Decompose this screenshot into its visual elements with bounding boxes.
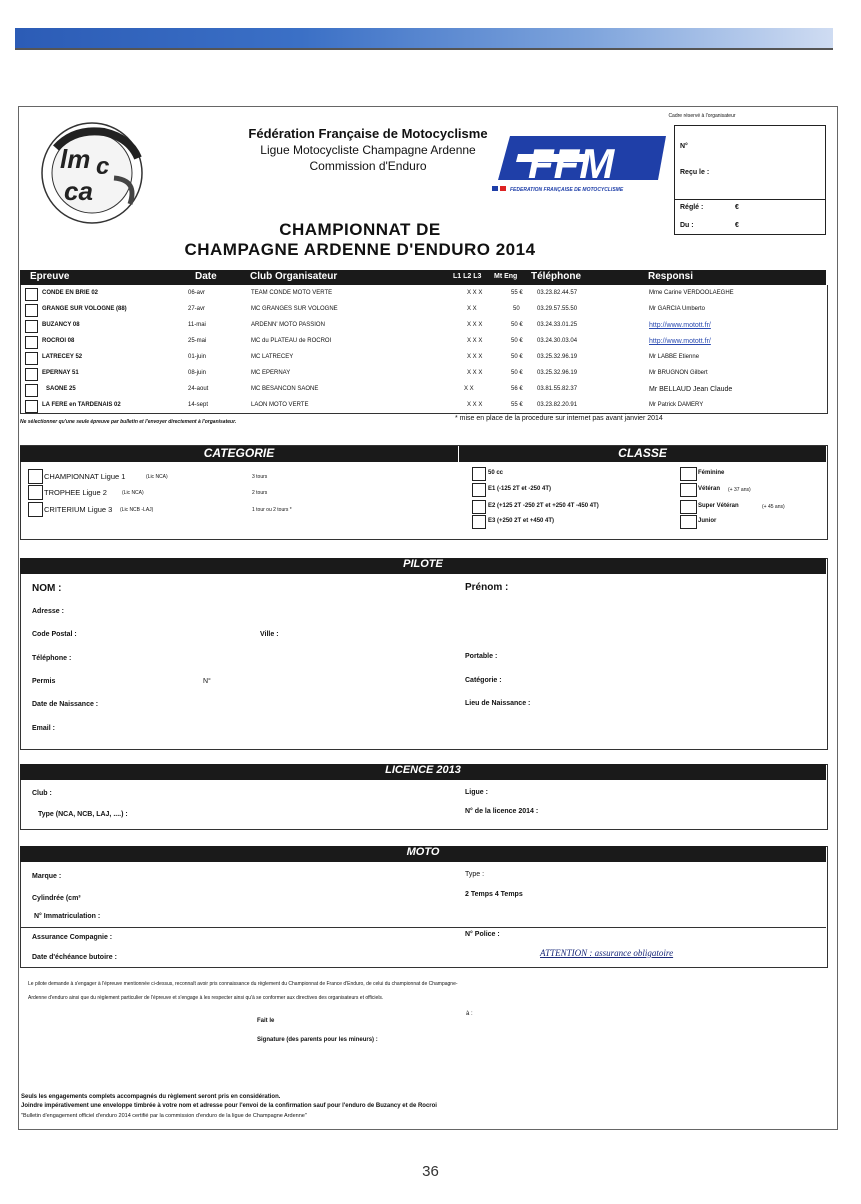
event-checkbox[interactable]: [25, 384, 38, 397]
ffm-logo-text: FFM: [528, 140, 615, 187]
code-postal-field[interactable]: Code Postal :: [32, 631, 77, 638]
event-fee: 50 €: [511, 322, 523, 328]
table-row: [21, 384, 827, 396]
top-rule: [15, 48, 833, 50]
event-club: MC BESANCON SAONE: [251, 386, 319, 392]
event-fee: 55 €: [511, 290, 523, 296]
event-club: MC EPERNAY: [251, 370, 291, 376]
age-label-super-veteran: Super Vétéran: [698, 503, 739, 509]
event-contact-link[interactable]: http://www.motott.fr/: [649, 338, 711, 345]
event-name: LA FERE en TARDENAIS 02: [42, 402, 121, 408]
event-name: CONDE EN BRIE 02: [42, 290, 99, 296]
date-signature-field[interactable]: Fait le: [257, 1018, 275, 1024]
echeance-field[interactable]: Date d'échéance butoire :: [32, 954, 117, 961]
permis-field[interactable]: Permis: [32, 678, 56, 685]
event-date: 25-mai: [188, 338, 207, 344]
title-line-2: CHAMPAGNE ARDENNE D'ENDURO 2014: [184, 240, 536, 259]
page-number: 36: [422, 1163, 439, 1180]
table-row: [21, 352, 827, 364]
ffm-logo: [490, 128, 670, 198]
temps-options[interactable]: 2 Temps 4 Temps: [465, 891, 523, 898]
event-fee: 50: [513, 306, 520, 312]
svg-text:ca: ca: [64, 176, 93, 206]
age-checkbox-feminine[interactable]: [680, 467, 697, 481]
event-levels: X X: [467, 306, 477, 312]
event-date: 14-sept: [188, 402, 209, 408]
classe-label-e1: E1 (-125 2T et -250 4T): [488, 486, 552, 492]
event-fee: 50 €: [511, 370, 523, 376]
categorie-lic-1: (Lic NCA): [146, 474, 168, 480]
categorie-checkbox-2[interactable]: [28, 485, 43, 500]
event-checkbox[interactable]: [25, 352, 38, 365]
event-fee: 50 €: [511, 338, 523, 344]
categorie-lic-2: (Lic NCA): [122, 490, 144, 496]
categorie-field[interactable]: Catégorie :: [465, 677, 502, 684]
cylindree-field[interactable]: Cylindrée (cm³: [32, 895, 81, 902]
event-name: GRANGE SUR VOLOGNE (88): [42, 306, 127, 312]
event-phone: 03.23.82.44.57: [537, 290, 578, 296]
classe-header: CLASSE: [459, 446, 826, 462]
event-club: MC LATRECEY: [251, 354, 294, 360]
age-checkbox-junior[interactable]: [680, 515, 697, 529]
event-checkbox[interactable]: [25, 288, 38, 301]
pilote-header: PILOTE: [20, 558, 826, 574]
age-checkbox-veteran[interactable]: [680, 483, 697, 497]
classe-checkbox-e1[interactable]: [472, 483, 486, 497]
footer-note-3: "Bulletin d'engagement officiel d'enduro 2014 certifié par la commission d'enduro de la ligue de Champagne Ardenne": [21, 1113, 307, 1119]
categorie-label-3: CRITERIUM Ligue 3: [44, 505, 113, 514]
age-checkbox-super-veteran[interactable]: [680, 500, 697, 514]
police-field[interactable]: N° Police :: [465, 931, 500, 938]
footer-note-1: Seuls les engagements complets accompagnés du règlement seront pris en considération.: [21, 1094, 281, 1100]
event-date: 06-avr: [188, 290, 206, 296]
pilote-section: [20, 558, 828, 750]
events-table-header: [20, 270, 826, 285]
event-name: ROCROI 08: [42, 338, 75, 344]
categorie-lic-3: (Lic NCB -LAJ): [120, 507, 154, 513]
event-levels: X X X: [467, 370, 483, 376]
categorie-label-1: CHAMPIONNAT Ligue 1: [44, 472, 126, 481]
categorie-checkbox-1[interactable]: [28, 469, 43, 484]
event-date: 11-mai: [188, 322, 206, 328]
moto-divider: [20, 927, 826, 928]
table-row: [21, 320, 827, 332]
event-club: MC GRANGES SUR VOLOGNE: [251, 306, 338, 312]
lieu-signature-field[interactable]: à :: [466, 1011, 473, 1017]
declaration-line-2: Ardenne d'enduro ainsi que du règlement particulier de l'épreuve et s'engage à les respecter ainsi qu'à se conformer aux directives des organisateurs et officiels.: [28, 995, 384, 1001]
table-row: [21, 336, 827, 348]
adresse-field[interactable]: Adresse :: [32, 608, 64, 615]
event-contact: Mr LABBE Etienne: [649, 354, 700, 360]
svg-text:lm: lm: [60, 144, 91, 174]
email-field[interactable]: Email :: [32, 725, 55, 732]
type-moto-field[interactable]: Type :: [465, 871, 485, 878]
categorie-checkbox-3[interactable]: [28, 502, 43, 517]
event-club: TEAM CONDE MOTO VERTE: [251, 290, 333, 296]
ligue-name: Ligue Motocycliste Champagne Ardenne: [260, 143, 476, 157]
events-note: Ne sélectionner qu'une seule épreuve par bulletin et l'envoyer directement à l'organisateur.: [20, 419, 237, 425]
event-club: MC du PLATEAU de ROCROI: [251, 338, 332, 344]
col-tel: Téléphone: [531, 271, 582, 282]
marque-field[interactable]: Marque :: [32, 873, 62, 880]
event-levels: X X X: [467, 354, 483, 360]
table-row: [21, 304, 827, 316]
type-licence-field[interactable]: Type (NCA, NCB, LAJ, ....) :: [38, 811, 128, 818]
event-date: 24-aout: [188, 386, 209, 392]
table-row: [21, 400, 827, 412]
cadre-du: Du :: [680, 222, 694, 229]
event-checkbox[interactable]: [25, 320, 38, 333]
cadre-caption: Cadre réservé à l'organisateur: [668, 113, 736, 119]
ffm-logo-subtitle: FEDERATION FRANÇAISE DE MOTOCYCLISME: [510, 187, 624, 193]
categorie-label-2: TROPHEE Ligue 2: [44, 488, 107, 497]
event-levels: X X: [464, 386, 474, 392]
event-checkbox[interactable]: [25, 304, 38, 317]
cadre-euro-1: €: [735, 204, 739, 211]
col-levels: L1 L2 L3: [453, 273, 482, 280]
event-name: SAONE 25: [46, 386, 76, 392]
classe-checkbox-e3[interactable]: [472, 515, 486, 529]
table-row: [21, 288, 827, 300]
top-banner: [15, 28, 833, 48]
federation-header: [218, 126, 518, 174]
classe-label-e2: E2 (+125 2T -250 2T et +250 4T -450 4T): [488, 503, 599, 509]
age-label-veteran: Vétéran: [698, 486, 721, 492]
telephone-field[interactable]: Téléphone :: [32, 655, 72, 662]
col-resp: Responsi: [648, 271, 694, 282]
event-date: 08-juin: [188, 370, 207, 376]
age-label-junior: Junior: [698, 518, 717, 524]
licence-header: LICENCE 2013: [20, 764, 826, 780]
event-phone: 03.24.33.01.25: [537, 322, 578, 328]
table-row: [21, 368, 827, 380]
events-table-body: [20, 285, 828, 414]
classe-checkbox-e2[interactable]: [472, 500, 486, 514]
title-line-1: CHAMPIONNAT DE: [279, 220, 441, 239]
categorie-tours-1: 3 tours: [252, 474, 268, 480]
footer-note-2: Joindre impérativement une enveloppe timbrée à votre nom et adresse pour l'envoi de la confirmation sauf pour l'enduro de Buzancy et de Rocroi: [21, 1103, 437, 1109]
event-club: ARDENN' MOTO PASSION: [251, 322, 325, 328]
prenom-field[interactable]: Prénom :: [465, 582, 509, 593]
cadre-recu: Reçu le :: [680, 169, 710, 176]
event-levels: X X X: [467, 338, 483, 344]
ligue-field[interactable]: Ligue :: [465, 789, 488, 796]
declaration-line-1: Le pilote demande à s'engager à l'épreuve mentionnée ci-dessus, reconnaît avoir pris connaissance du règlement du Championnat de France d'Enduro, de celui du championnat de Champagne-: [28, 981, 458, 987]
age-label-feminine: Féminine: [698, 470, 725, 476]
immatriculation-field[interactable]: N° Immatriculation :: [34, 913, 101, 920]
event-levels: X X X: [467, 402, 483, 408]
moto-header: MOTO: [20, 846, 826, 862]
lmcca-logo: [34, 118, 150, 228]
categorie-tours-2: 2 tours: [252, 490, 268, 496]
permis-number-label: N°: [203, 678, 211, 685]
naissance-field[interactable]: Date de Naissance :: [32, 701, 99, 708]
svg-text:c: c: [96, 153, 110, 180]
assurance-field[interactable]: Assurance Compagnie :: [32, 934, 113, 941]
nom-field[interactable]: NOM :: [32, 583, 62, 594]
event-phone: 03.29.57.55.50: [537, 306, 578, 312]
page-title: [140, 220, 580, 260]
event-fee: 56 €: [511, 386, 523, 392]
attention-notice: ATTENTION : assurance obligatoire: [540, 948, 674, 958]
categorie-tours-3: 1 tour ou 2 tours *: [252, 507, 292, 513]
event-phone: 03.23.82.20.91: [537, 402, 578, 408]
categorie-header: CATEGORIE: [20, 446, 458, 462]
col-date: Date: [195, 271, 217, 282]
event-contact: Mme Carine VERDOOLAEGHE: [649, 290, 734, 296]
portable-field[interactable]: Portable :: [465, 653, 498, 660]
cadre-no: N°: [680, 143, 688, 150]
event-contact: Mr BRUGNON Gilbert: [649, 370, 708, 376]
col-mt: Mt Eng: [494, 273, 518, 280]
organizer-box: [674, 125, 826, 235]
signature-field[interactable]: Signature (des parents pour les mineurs) :: [257, 1037, 378, 1043]
lieu-naissance-field[interactable]: Lieu de Naissance :: [465, 700, 531, 707]
event-phone: 03.24.30.03.04: [537, 338, 578, 344]
event-phone: 03.25.32.96.19: [537, 354, 578, 360]
event-checkbox[interactable]: [25, 368, 38, 381]
age-extra-veteran: (+ 37 ans): [728, 487, 751, 493]
event-name: LATRECEY 52: [42, 354, 83, 360]
moto-section: [20, 846, 828, 968]
federation-name: Fédération Française de Motocyclisme: [248, 126, 488, 141]
cadre-regle: Réglé :: [680, 204, 704, 211]
age-extra-super-veteran: (+ 45 ans): [762, 504, 785, 510]
event-date: 01-juin: [188, 354, 207, 360]
col-club: Club Organisateur: [250, 271, 338, 282]
cadre-euro-2: €: [735, 222, 739, 229]
event-fee: 50 €: [511, 354, 523, 360]
col-epreuve: Epreuve: [30, 271, 70, 282]
internet-note: * mise en place de la procedure sur internet pas avant janvier 2014: [455, 415, 663, 422]
commission-name: Commission d'Enduro: [309, 159, 427, 173]
event-contact: Mr GARCIA Umberto: [649, 306, 706, 312]
event-phone: 03.81.55.82.37: [537, 386, 578, 392]
ville-field[interactable]: Ville :: [260, 631, 279, 638]
event-levels: X X X: [467, 290, 483, 296]
event-levels: X X X: [467, 322, 483, 328]
event-name: BUZANCY 08: [42, 322, 80, 328]
event-date: 27-avr: [188, 306, 206, 312]
event-contact-link[interactable]: http://www.motott.fr/: [649, 322, 711, 329]
event-club: LAON MOTO VERTE: [251, 402, 309, 408]
classe-checkbox-50cc[interactable]: [472, 467, 486, 481]
classe-label-e3: E3 (+250 2T et +450 4T): [488, 518, 555, 524]
event-checkbox[interactable]: [25, 336, 38, 349]
licence-number-field[interactable]: N° de la licence 2014 :: [465, 808, 539, 815]
event-contact: Mr BELLAUD Jean Claude: [649, 386, 733, 393]
event-phone: 03.25.32.96.19: [537, 370, 578, 376]
event-fee: 55 €: [511, 402, 523, 408]
event-checkbox[interactable]: [25, 400, 38, 413]
classe-label-50cc: 50 cc: [488, 470, 504, 476]
club-field[interactable]: Club :: [32, 790, 52, 797]
event-name: EPERNAY 51: [42, 370, 79, 376]
event-contact: Mr Patrick DAMERY: [649, 402, 704, 408]
